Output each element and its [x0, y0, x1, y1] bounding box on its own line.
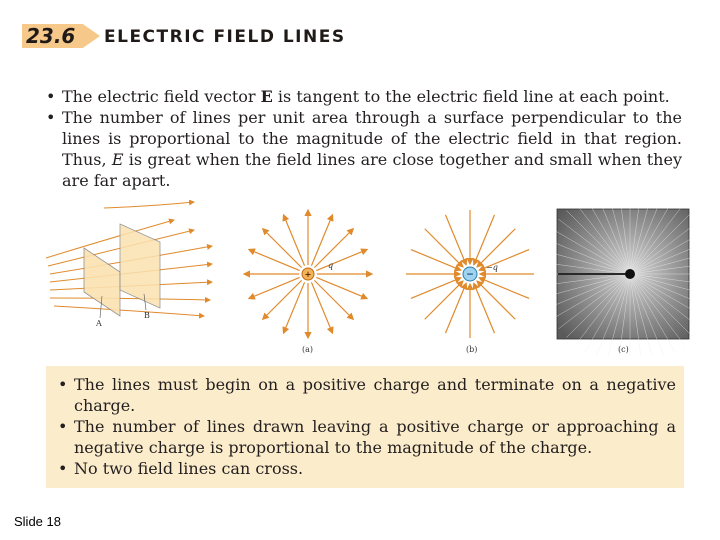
positive-sign: +: [304, 269, 312, 279]
intro-text: is tangent to the electric field line at each point.: [272, 87, 670, 106]
intro-text: is great when the field lines are close together and small when they are far apart.: [62, 150, 682, 190]
rules-text: The lines must begin on a positive charge and terminate on a negative charge.: [74, 375, 676, 415]
field-line: [474, 215, 495, 265]
bullet-dot: •: [58, 417, 68, 436]
field-line: [284, 282, 305, 333]
field-lines-through-surfaces-figure: [44, 200, 220, 332]
intro-bullet-1: [46, 86, 682, 107]
field-line: [411, 250, 461, 271]
charge-label-minus-q: −q: [486, 263, 498, 272]
bullet-dot: •: [46, 87, 56, 106]
field-line: [249, 277, 300, 298]
caption-c: (c): [618, 345, 629, 354]
slide-number: Slide 18: [14, 514, 61, 529]
bullet-dot: •: [46, 108, 56, 127]
field-line: [479, 278, 529, 299]
surface-b-label: B: [144, 311, 150, 320]
caption-a: (a): [302, 345, 314, 354]
field-line: [477, 281, 515, 319]
intro-text: The number of lines per unit area through a surface perpendicular to the lines is proportional to the magnitude of the electric field in that region. Thus,: [62, 108, 682, 169]
field-line: [314, 229, 353, 268]
field-line: [446, 283, 467, 333]
surface-a-label: A: [96, 319, 102, 328]
field-line: [249, 250, 300, 271]
section-title: ELECTRIC FIELD LINES: [104, 27, 346, 47]
field-line: [477, 229, 515, 267]
field-line: [316, 277, 367, 298]
field-line: [316, 250, 367, 271]
negative-sign: −: [466, 270, 474, 280]
field-line: [446, 215, 467, 265]
vector-symbol: E: [260, 87, 273, 106]
rules-bullet-2: [58, 416, 676, 458]
field-line: [425, 229, 463, 267]
field-line: [311, 215, 332, 266]
field-pattern-photo: [556, 208, 692, 356]
surface-a: [84, 248, 120, 316]
field-line: [425, 281, 463, 319]
surface-b: [120, 224, 160, 308]
rules-text: The number of lines drawn leaving a positive charge or approaching a negative charge is proportional to the magnitude of the charge.: [74, 417, 676, 457]
section-number: 23.6: [26, 24, 76, 48]
field-line: [263, 229, 302, 268]
field-line: [411, 278, 461, 299]
field-line: [311, 282, 332, 333]
positive-charge-figure: [238, 208, 382, 356]
magnitude-symbol: E: [111, 150, 124, 169]
field-line: [314, 280, 353, 319]
field-line: [284, 215, 305, 266]
field-line: [263, 280, 302, 319]
rules-bullet-3: [58, 458, 676, 479]
negative-charge-figure: [400, 208, 550, 356]
caption-b: (b): [466, 345, 478, 354]
rules-text: No two field lines can cross.: [74, 459, 304, 478]
bullet-dot: •: [58, 375, 68, 394]
charge-label-q: q: [328, 261, 334, 270]
rules-bullet-1: [58, 374, 676, 416]
intro-text: The electric field vector: [62, 87, 261, 106]
bullet-dot: •: [58, 459, 68, 478]
field-line: [474, 283, 495, 333]
intro-bullet-2: [46, 107, 682, 191]
